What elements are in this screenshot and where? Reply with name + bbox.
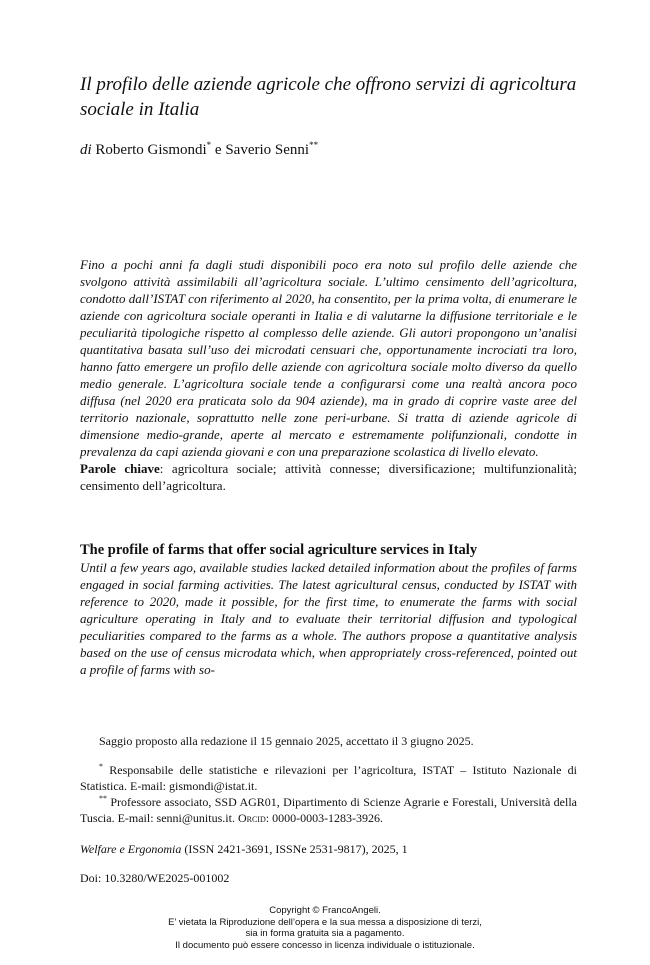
copyright-line: E’ vietata la Riproduzione dell’opera e la sua messa a disposizione di terzi, bbox=[168, 916, 482, 928]
abstract-text: Fino a pochi anni fa dagli studi disponibili poco era noto sul profilo delle aziende che svolgono attività assimilabili all’agricoltura sociale. L’ultimo censimento dell’agricoltura, condotto dall’ISTAT con riferimento al 2020, ha consentito, per la prima volta, di enumerare le aziende con agricoltura sociale operanti in Italia e di valutarne la diffusione territoriale e le peculiarità tipologiche rispetto al complesso delle aziende. Gli autori propongono un’analisi quantitativa basata sull’uso dei microdati censuari che, opportunamente incrociati tra loro, hanno fatto emergere un profilo delle aziende con agricoltura sociale molto diverso da quello medio generale. L’agricoltura sociale tende a configurarsi come una realtà ancora poco diffusa (nel 2020 era praticata solo da 904 aziende), ma in grado di coprire vaste aree del territorio nazionale, soprattutto nelle zone peri-urbane. Si tratta di aziende agricole di dimensione medio-grande, aperte al mercato e estremamente polifunzionali, condotte in prevalenza da capi azienda giovani e con una preparazione scolastica di livello elevato. bbox=[80, 257, 577, 459]
footnote-mark: ** bbox=[99, 794, 107, 803]
journal-citation bbox=[80, 841, 408, 857]
footnote bbox=[80, 794, 577, 826]
journal-details: (ISSN 2421-3691, ISSNe 2531-9817), 2025, 1 bbox=[184, 842, 408, 856]
copyright-line: Copyright © FrancoAngeli. bbox=[269, 905, 381, 916]
footnote-text: Responsabile delle statistiche e rilevazioni per l’agricoltura, ISTAT – Istituto Nazionale di Statistica. E-mail: gismondi@istat.it. bbox=[80, 763, 577, 793]
keywords-text: : agricoltura sociale; attività connesse; diversificazione; multifunzionalità; censimento dell’agricoltura. bbox=[80, 461, 577, 493]
copyright-line: sia in forma gratuita sia a pagamento. bbox=[245, 928, 405, 939]
submission-note: Saggio proposto alla redazione il 15 gennaio 2025, accettato il 3 giugno 2025. bbox=[99, 734, 474, 748]
footnote-mark: * bbox=[206, 140, 212, 150]
abstract-italian bbox=[80, 256, 577, 494]
journal-name: Welfare e Ergonomia bbox=[80, 842, 182, 856]
orcid-id: : 0000-0003-1283-3926. bbox=[265, 811, 384, 825]
abstract-english: Until a few years ago, available studies lacked detailed information about the profiles of farms engaged in social farming activities. The latest agricultural census, conducted by ISTAT with reference to 2020, made it possible, for the first time, to enumerate the farms with social agriculture operating in Italy and to evaluate their territorial diffusion and typological peculiarities compared to the farms as a whole. The authors propose a quantitative analysis based on the use of census microdata which, when appropriately cross-referenced, pointed out a profile of farms with so- bbox=[80, 560, 577, 677]
byline-conjunction: e bbox=[214, 142, 222, 158]
footnote-text: Professore associato, SSD AGR01, Dipartimento di Scienze Agrarie e Forestali, Università della Tuscia. E-mail: senni@unitus.it. bbox=[80, 795, 577, 825]
copyright-notice bbox=[0, 905, 650, 951]
footnote-mark: * bbox=[99, 762, 103, 771]
doi: Doi: 10.3280/WE2025-001002 bbox=[80, 871, 230, 885]
footnote-mark: ** bbox=[309, 140, 319, 150]
author-name: Saverio Senni bbox=[225, 142, 310, 158]
author-name: Roberto Gismondi bbox=[95, 142, 207, 158]
copyright-line: Il documento può essere concesso in licenza individuale o istituzionale. bbox=[175, 939, 475, 951]
keywords-label: Parole chiave bbox=[80, 461, 160, 476]
orcid-label: Orcid bbox=[237, 811, 266, 825]
footnote bbox=[80, 762, 577, 794]
byline-di: di bbox=[80, 142, 92, 158]
english-title: The profile of farms that offer social agriculture services in Italy bbox=[80, 542, 478, 558]
article-title: Il profilo delle aziende agricole che offrono servizi di agricoltura sociale in Italia bbox=[80, 74, 577, 120]
author-byline bbox=[80, 140, 318, 160]
